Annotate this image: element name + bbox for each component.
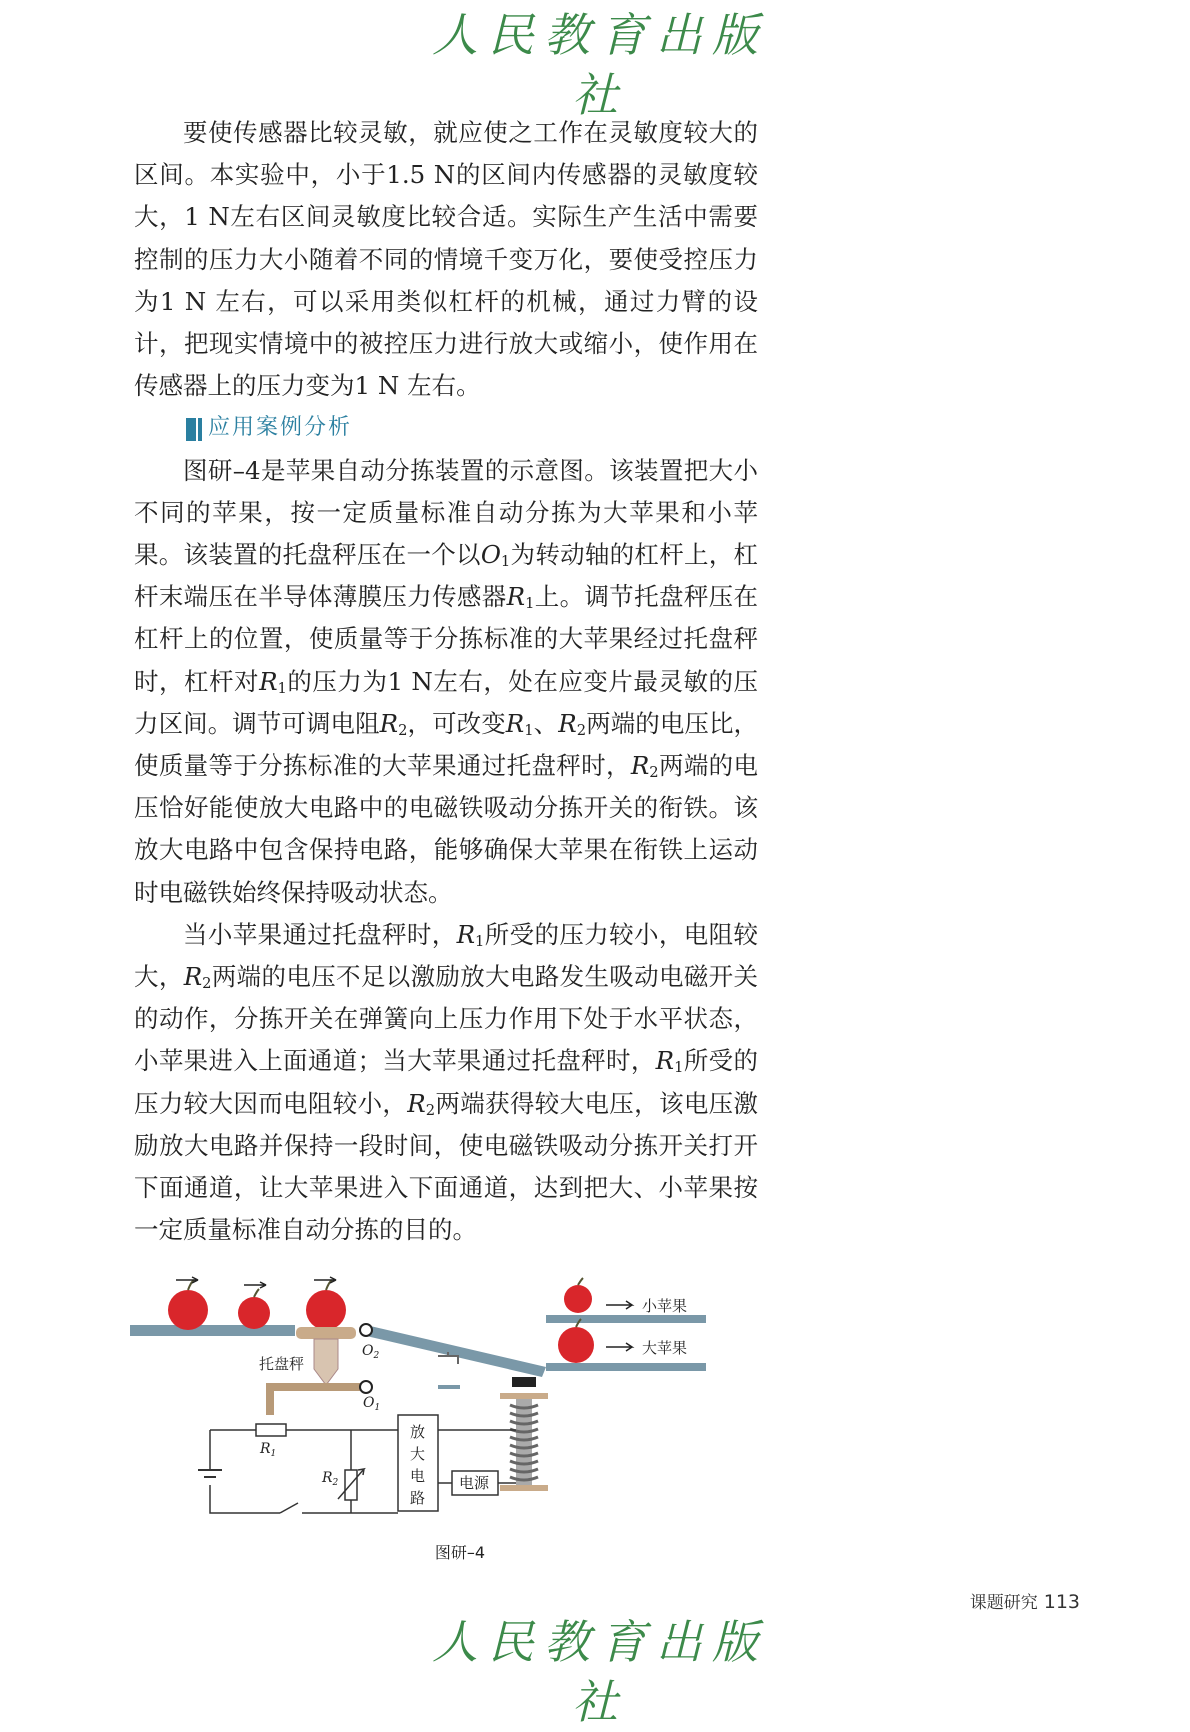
armature xyxy=(512,1377,536,1387)
switch-icon xyxy=(280,1503,298,1513)
apple-icon xyxy=(558,1319,594,1363)
sym-r1: R xyxy=(259,666,278,696)
section-bar-icon-2 xyxy=(198,418,202,441)
p3-a: 当小苹果通过托盘秤时， xyxy=(183,919,457,949)
lever xyxy=(266,1383,366,1391)
apple-icon xyxy=(564,1278,592,1313)
sub-1: 1 xyxy=(674,1059,684,1077)
input-conveyor xyxy=(130,1325,295,1336)
sub-1: 1 xyxy=(500,553,511,571)
sym-r1: R xyxy=(655,1046,675,1076)
lever-end xyxy=(266,1391,274,1415)
p2-f: 、 xyxy=(533,708,559,738)
p3-e: 两端获得较大电压，该电压激励放大电路并保持一段时间，使电磁铁吸动分拣开关打开下面通道，让大苹果进入下面通道，达到把大、小苹果按一定质量标准自动分拣的目的。 xyxy=(134,1088,759,1245)
footer-section: 课题研究 xyxy=(969,1593,1038,1613)
paragraph-3 xyxy=(134,914,758,1252)
section-title: 应用案例分析 xyxy=(208,415,353,441)
sub-2: 2 xyxy=(576,721,587,739)
label-power: 电源 xyxy=(459,1474,490,1492)
arrow-right-icon xyxy=(606,1301,632,1309)
p2-e: ，可改变 xyxy=(407,708,506,738)
p2-h: 两端的电压恰好能使放大电路中的电磁铁吸动分拣开关的衔铁。该放大电路中包含保持电路，能够确保大苹果在衔铁上运动时电磁铁始终保持吸动状态。 xyxy=(134,751,759,907)
label-tray-scale: 托盘秤 xyxy=(259,1355,305,1373)
sym-r2: R xyxy=(630,751,650,781)
page-footer xyxy=(920,1588,1080,1613)
label-o1: $O_1$ xyxy=(363,1395,381,1413)
p2-b: 为转动轴的杠杆上，杠杆末端压在半导体薄膜压力传感器 xyxy=(134,540,759,612)
label-small-apple: 小苹果 xyxy=(642,1297,688,1315)
apple-sorter-diagram xyxy=(126,1255,766,1545)
switch-spring xyxy=(438,1352,460,1389)
paragraph-2 xyxy=(134,450,758,914)
amp-char-1: 放 xyxy=(410,1423,426,1441)
p3-b: 所受的压力较小，电阻较大， xyxy=(134,919,758,992)
apple-icon xyxy=(168,1277,208,1330)
apple-sorter-figure xyxy=(126,1255,766,1545)
p2-g: 两端的电压比，使质量等于分拣标准的大苹果通过托盘秤时， xyxy=(134,708,759,781)
sym-o1: O xyxy=(480,540,501,570)
sub-2: 2 xyxy=(649,764,659,782)
p3-c: 两端的电压不足以激励放大电路发生吸动电磁开关的动作，分拣开关在弹簧向上压力作用下处于水平状态，小苹果进入上面通道；当大苹果通过托盘秤时， xyxy=(134,962,759,1076)
sym-r1: R xyxy=(456,919,476,949)
sorting-switch xyxy=(362,1325,546,1377)
label-r1: $R_1$ xyxy=(260,1441,277,1459)
upper-channel xyxy=(546,1315,706,1323)
sym-r2: R xyxy=(558,708,577,738)
publisher-logo-top: 人民教育出版社 xyxy=(432,8,768,122)
apple-icon xyxy=(306,1277,346,1330)
paragraph-1: 要使传感器比较灵敏，就应使之工作在灵敏度较大的区间。本实验中，小于1.5 N的区间内传感器的灵敏度较大，1 N左右区间灵敏度比较合适。实际生产生活中需要控制的压力大小随着不同的情境千变万化，要使受控压力为1 N 左右，可以采用类似杠杆的机械，通过力臂的设计，把现实情境中的被控压力进行放大或缩小，使作用在传感器上的压力变为1 N 左右。 xyxy=(134,118,758,401)
battery-icon xyxy=(198,1470,222,1477)
sub-2: 2 xyxy=(202,975,212,993)
magnet-top-plate xyxy=(500,1393,548,1399)
label-o2: $O_2$ xyxy=(362,1343,380,1361)
sym-r2: R xyxy=(379,708,399,738)
sym-r1: R xyxy=(506,582,526,612)
pivot-o1 xyxy=(360,1381,372,1393)
publisher-logo-bottom: 人民教育出版社 xyxy=(432,1615,768,1729)
figure-caption: 图研–4 xyxy=(434,1543,486,1562)
tray-plate xyxy=(296,1327,356,1339)
label-big-apple: 大苹果 xyxy=(642,1339,688,1357)
label-r2: $R_2$ xyxy=(322,1470,339,1488)
p2-a: 图研–4是苹果自动分拣装置的示意图。该装置把大小不同的苹果，按一定质量标准自动分拣为大苹果和小苹果。该装置的托盘秤压在一个以 xyxy=(134,455,758,570)
sub-2: 2 xyxy=(425,1101,436,1119)
p2-d: 的压力为1 N左右，处在应变片最灵敏的压力区间。调节可调电阻 xyxy=(134,666,758,738)
magnet-bottom-plate xyxy=(500,1485,548,1491)
sub-1: 1 xyxy=(524,721,534,739)
tray-stem xyxy=(314,1339,338,1385)
arrow-right-icon xyxy=(606,1343,632,1351)
sub-1: 1 xyxy=(525,595,535,613)
p2-c: 上。调节托盘秤压在杠杆上的位置，使质量等于分拣标准的大苹果经过托盘秤时，杠杆对 xyxy=(134,582,759,696)
page-number: 113 xyxy=(1043,1591,1080,1613)
pivot-o2 xyxy=(360,1324,372,1336)
sym-r1: R xyxy=(505,708,525,738)
section-bar-icon xyxy=(186,418,196,441)
main-text xyxy=(134,112,758,1251)
sub-1: 1 xyxy=(475,932,485,950)
apple-icon xyxy=(238,1282,270,1329)
section-heading xyxy=(134,407,758,449)
lower-channel xyxy=(546,1363,706,1371)
sym-r2: R xyxy=(407,1088,426,1118)
amp-char-4: 路 xyxy=(410,1489,426,1507)
electromagnet-coil xyxy=(510,1399,538,1489)
sub-2: 2 xyxy=(398,721,408,739)
sub-1: 1 xyxy=(277,679,287,697)
p3-d: 所受的压力较大因而电阻较小， xyxy=(134,1046,759,1118)
amp-char-2: 大 xyxy=(410,1445,426,1463)
amp-char-3: 电 xyxy=(410,1467,426,1485)
sensor-r1 xyxy=(256,1424,286,1436)
sym-r2: R xyxy=(183,962,203,992)
